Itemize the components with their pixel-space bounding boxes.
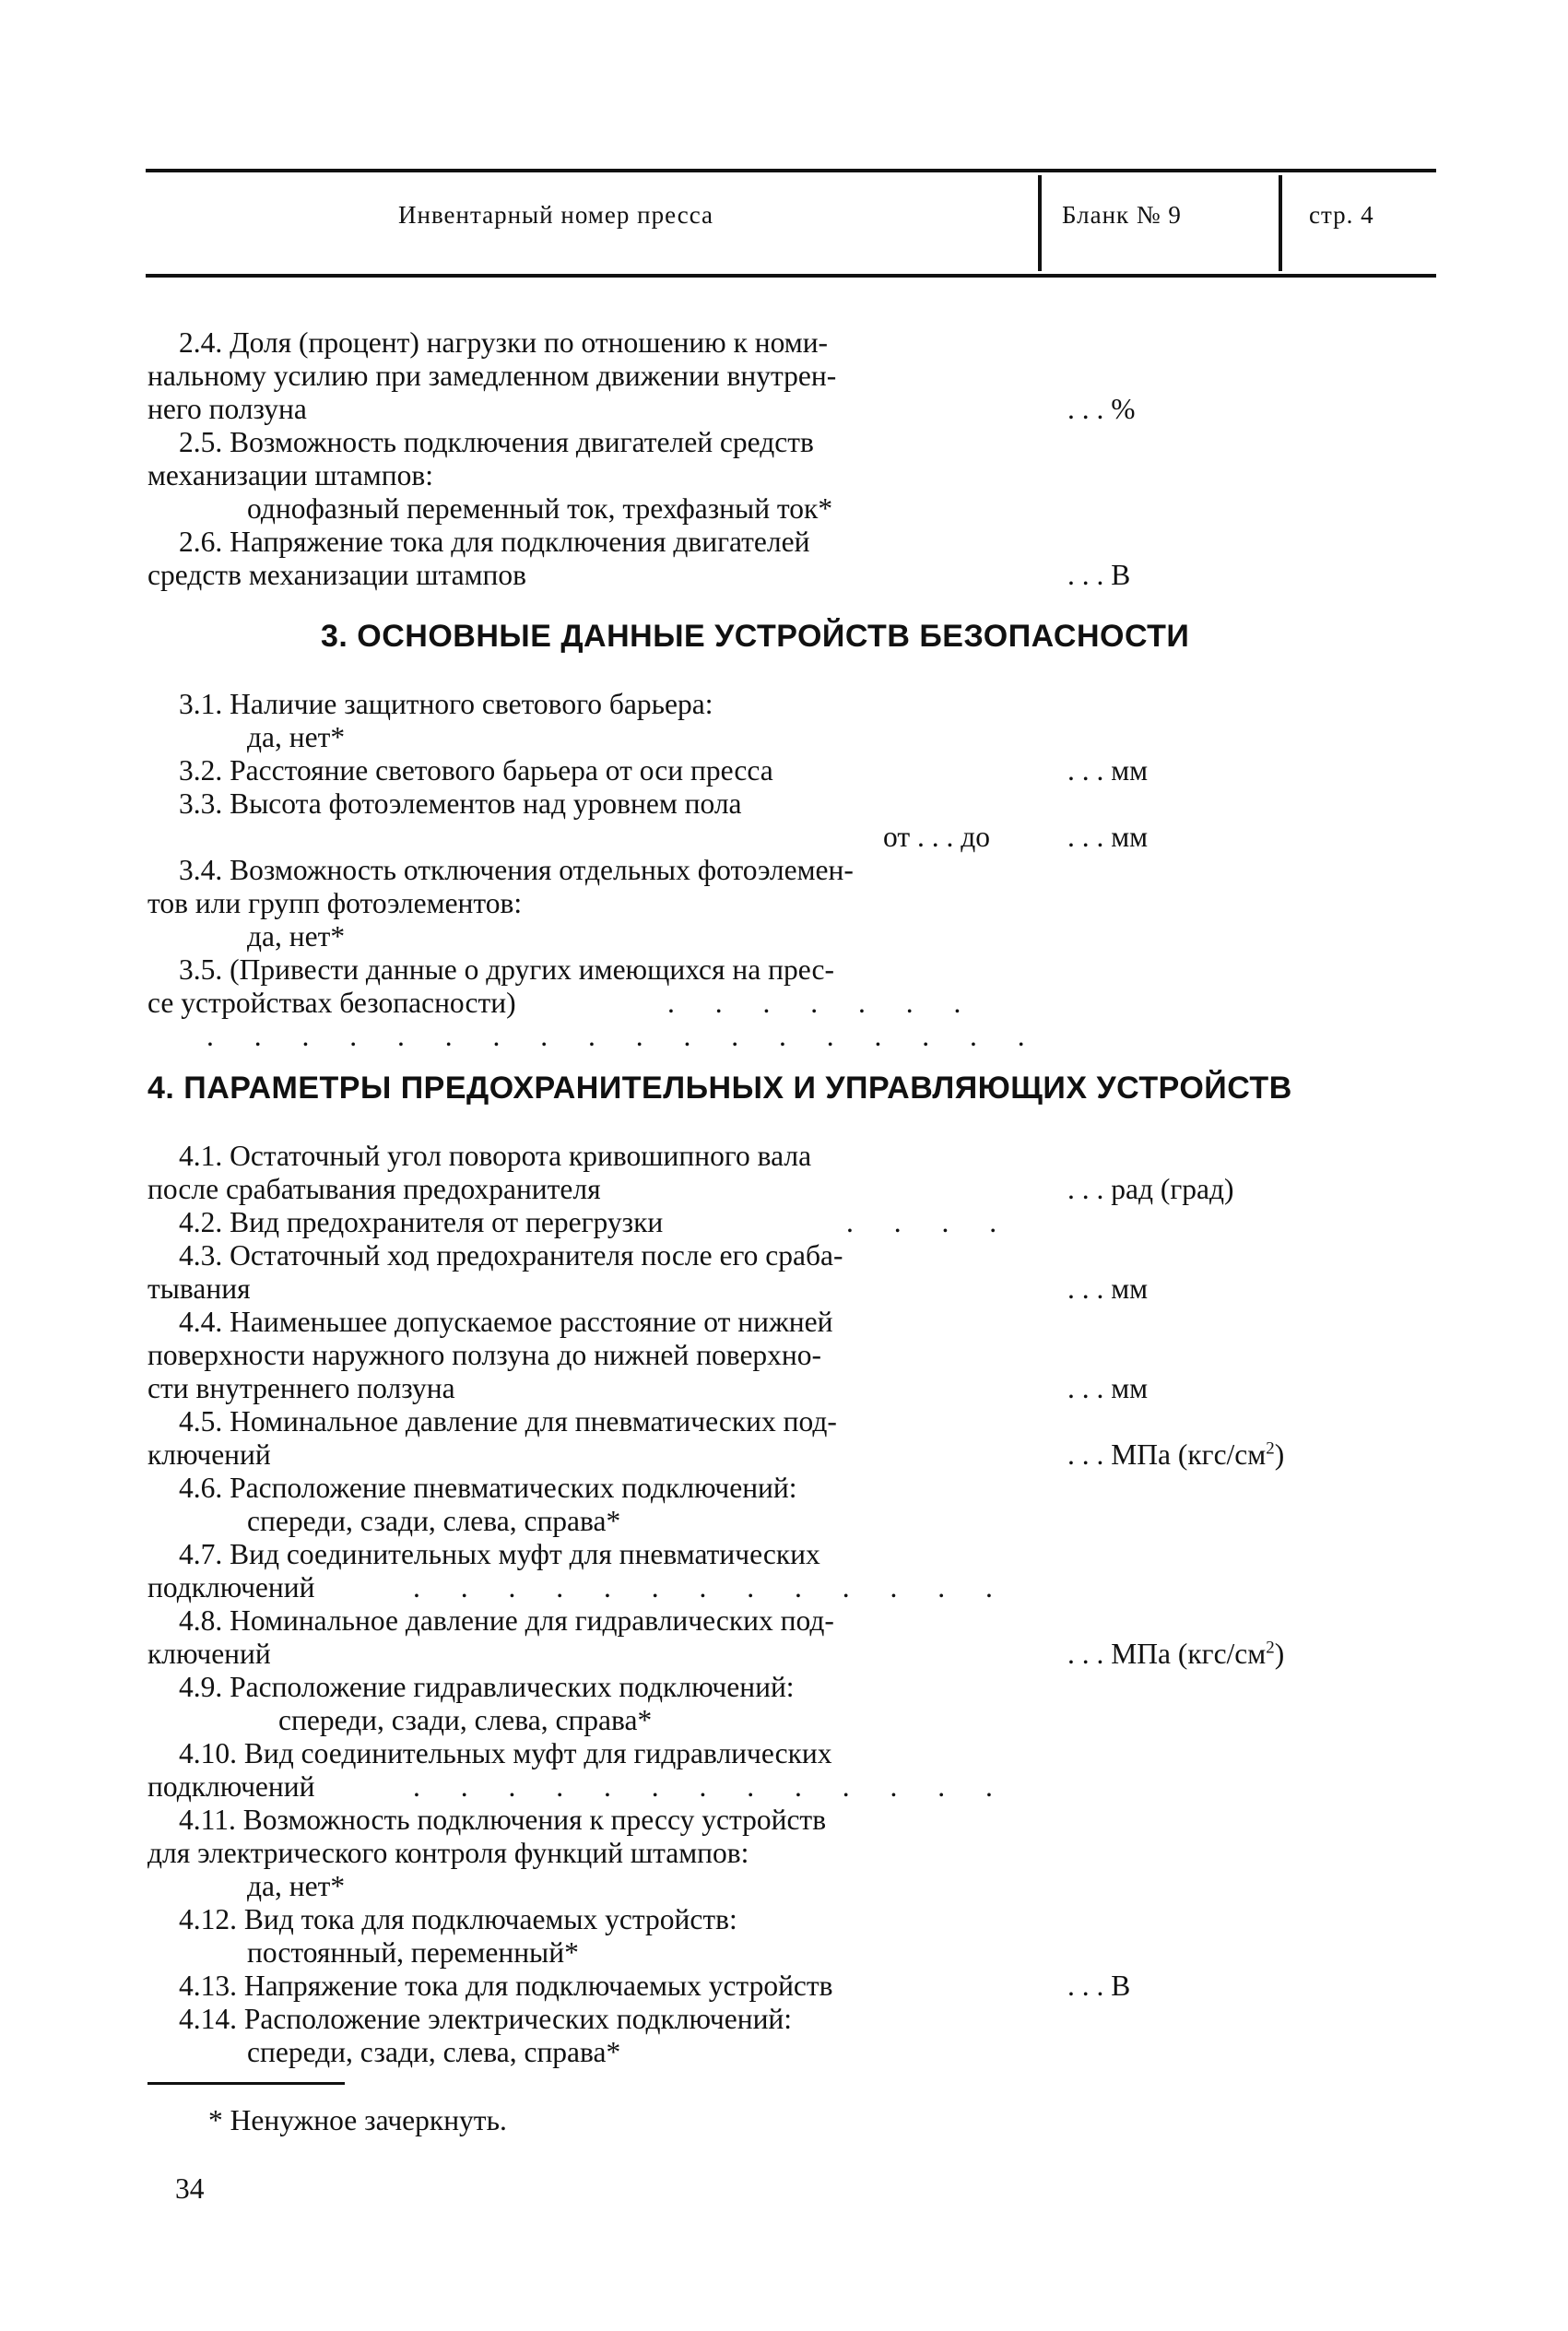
section-4-title: 4. ПАРАМЕТРЫ ПРЕДОХРАНИТЕЛЬНЫХ И УПРАВЛЯЮЩИХ УСТРОЙСТВ	[147, 1071, 1292, 1106]
item-4-8-line-2: ключений	[147, 1638, 271, 1670]
item-4-11-line-1: 4.11. Возможность подключения к прессу устройств	[179, 1804, 827, 1836]
header-separator-2	[1279, 175, 1282, 271]
item-4-5-unit-exponent: 2	[1266, 1438, 1275, 1459]
item-3-2: 3.2. Расстояние светового барьера от оси пресса	[179, 754, 773, 787]
item-4-11-line-2: для электрического контроля функций штампов:	[147, 1837, 749, 1869]
item-4-7-line-1: 4.7. Вид соединительных муфт для пневматических	[179, 1538, 820, 1570]
item-4-8-unit-close: )	[1274, 1638, 1285, 1670]
header-separator-1	[1038, 175, 1042, 271]
item-4-10-leader: . . . . . . . . . . . . .	[413, 1770, 1009, 1803]
item-4-6-line-1: 4.6. Расположение пневматических подключений:	[179, 1472, 797, 1504]
item-3-3-range: от . . . до	[883, 821, 991, 853]
item-4-5-unit-close: )	[1274, 1438, 1285, 1471]
item-4-7-leader: . . . . . . . . . . . . .	[413, 1571, 1009, 1603]
header-form-number: Бланк № 9	[1062, 201, 1182, 229]
item-4-3-line-2: тывания	[147, 1272, 251, 1305]
item-3-4-line-1: 3.4. Возможность отключения отдельных фотоэлемен-	[179, 854, 854, 886]
item-4-4-line-3: сти внутреннего ползуна	[147, 1372, 455, 1404]
item-3-5-leader: . . . . . . .	[667, 987, 978, 1019]
item-4-4-line-1: 4.4. Наименьшее допускаемое расстояние от нижней	[179, 1306, 833, 1338]
item-4-2-leader: . . . .	[846, 1206, 1014, 1238]
item-4-3-value: . . . мм	[1067, 1272, 1149, 1305]
item-3-3-value: . . . мм	[1067, 821, 1149, 853]
item-4-4-value: . . . мм	[1067, 1372, 1149, 1404]
item-4-6-line-2: спереди, сзади, слева, справа*	[247, 1505, 621, 1537]
item-4-11-line-3: да, нет*	[247, 1870, 346, 1902]
item-4-13: 4.13. Напряжение тока для подключаемых устройств	[179, 1970, 833, 2002]
item-4-12-line-2: постоянный, переменный*	[247, 1936, 579, 1969]
item-4-8-value	[1067, 1638, 1284, 1671]
item-2-5-line-1: 2.5. Возможность подключения двигателей средств	[179, 426, 814, 458]
item-3-5-line-2: се устройствах безопасности)	[147, 987, 516, 1019]
item-3-1-line-1: 3.1. Наличие защитного светового барьера:	[179, 688, 713, 720]
header-top-rule	[146, 169, 1436, 172]
item-4-14-line-1: 4.14. Расположение электрических подключений:	[179, 2003, 793, 2035]
item-4-5-line-1: 4.5. Номинальное давление для пневматических под-	[179, 1405, 837, 1438]
item-4-8-unit: . . . МПа (кгс/см	[1067, 1638, 1267, 1670]
header-title: Инвентарный номер пресса	[398, 201, 714, 229]
section-3-title: 3. ОСНОВНЫЕ ДАННЫЕ УСТРОЙСТВ БЕЗОПАСНОСТИ	[321, 619, 1190, 654]
item-4-1-line-2: после срабатывания предохранителя	[147, 1173, 601, 1205]
item-2-4-line-2: нальному усилию при замедленном движении внутрен-	[147, 360, 837, 392]
item-4-3-line-1: 4.3. Остаточный ход предохранителя после его сраба-	[179, 1239, 843, 1272]
item-4-13-value: . . . В	[1067, 1970, 1131, 2002]
item-4-10-line-1: 4.10. Вид соединительных муфт для гидравлических	[179, 1737, 832, 1769]
item-4-1-value: . . . рад (град)	[1067, 1173, 1234, 1205]
footnote: * Ненужное зачеркнуть.	[208, 2104, 507, 2136]
item-3-2-value: . . . мм	[1067, 754, 1149, 787]
item-2-6-line-1: 2.6. Напряжение тока для подключения двигателей	[179, 526, 810, 558]
item-2-5-line-2: механизации штампов:	[147, 459, 433, 491]
item-3-4-line-3: да, нет*	[247, 920, 346, 953]
item-2-4-value: . . . %	[1067, 393, 1136, 425]
item-4-7-line-2: подключений	[147, 1571, 315, 1603]
item-2-4-line-3: него ползуна	[147, 393, 307, 425]
item-4-5-line-2: ключений	[147, 1438, 271, 1471]
item-2-6-value: . . . В	[1067, 559, 1131, 591]
item-4-9-line-1: 4.9. Расположение гидравлических подключений:	[179, 1671, 795, 1703]
item-4-14-line-2: спереди, сзади, слева, справа*	[247, 2036, 621, 2068]
item-3-5-line-1: 3.5. (Привести данные о других имеющихся на прес-	[179, 953, 834, 986]
header-bottom-rule	[146, 274, 1436, 278]
item-4-5-unit: . . . МПа (кгс/см	[1067, 1438, 1267, 1471]
item-3-3-line-1: 3.3. Высота фотоэлементов над уровнем пола	[179, 787, 742, 820]
item-3-5-leader-full: . . . . . . . . . . . . . . . . . .	[206, 1020, 1042, 1052]
page-number: 34	[175, 2172, 205, 2205]
item-4-5-value	[1067, 1438, 1284, 1472]
item-4-4-line-2: поверхности наружного ползуна до нижней поверхно-	[147, 1339, 822, 1371]
item-4-2: 4.2. Вид предохранителя от перегрузки	[179, 1206, 664, 1238]
item-4-8-unit-exponent: 2	[1266, 1638, 1275, 1658]
item-4-10-line-2: подключений	[147, 1770, 315, 1803]
footnote-rule	[147, 2082, 345, 2085]
item-4-8-line-1: 4.8. Номинальное давление для гидравлических под-	[179, 1604, 834, 1637]
item-2-4-line-1: 2.4. Доля (процент) нагрузки по отношению к номи-	[179, 326, 829, 359]
item-2-6-line-2: средств механизации штампов	[147, 559, 527, 591]
item-4-1-line-1: 4.1. Остаточный угол поворота кривошипного вала	[179, 1140, 812, 1172]
item-2-5-line-3: однофазный переменный ток, трехфазный ток*	[247, 492, 833, 525]
item-4-12-line-1: 4.12. Вид тока для подключаемых устройств:	[179, 1903, 737, 1935]
header-page: стр. 4	[1309, 201, 1374, 229]
item-3-1-line-2: да, нет*	[247, 721, 346, 753]
item-4-9-line-2: спереди, сзади, слева, справа*	[278, 1704, 653, 1736]
item-3-4-line-2: тов или групп фотоэлементов:	[147, 887, 523, 919]
